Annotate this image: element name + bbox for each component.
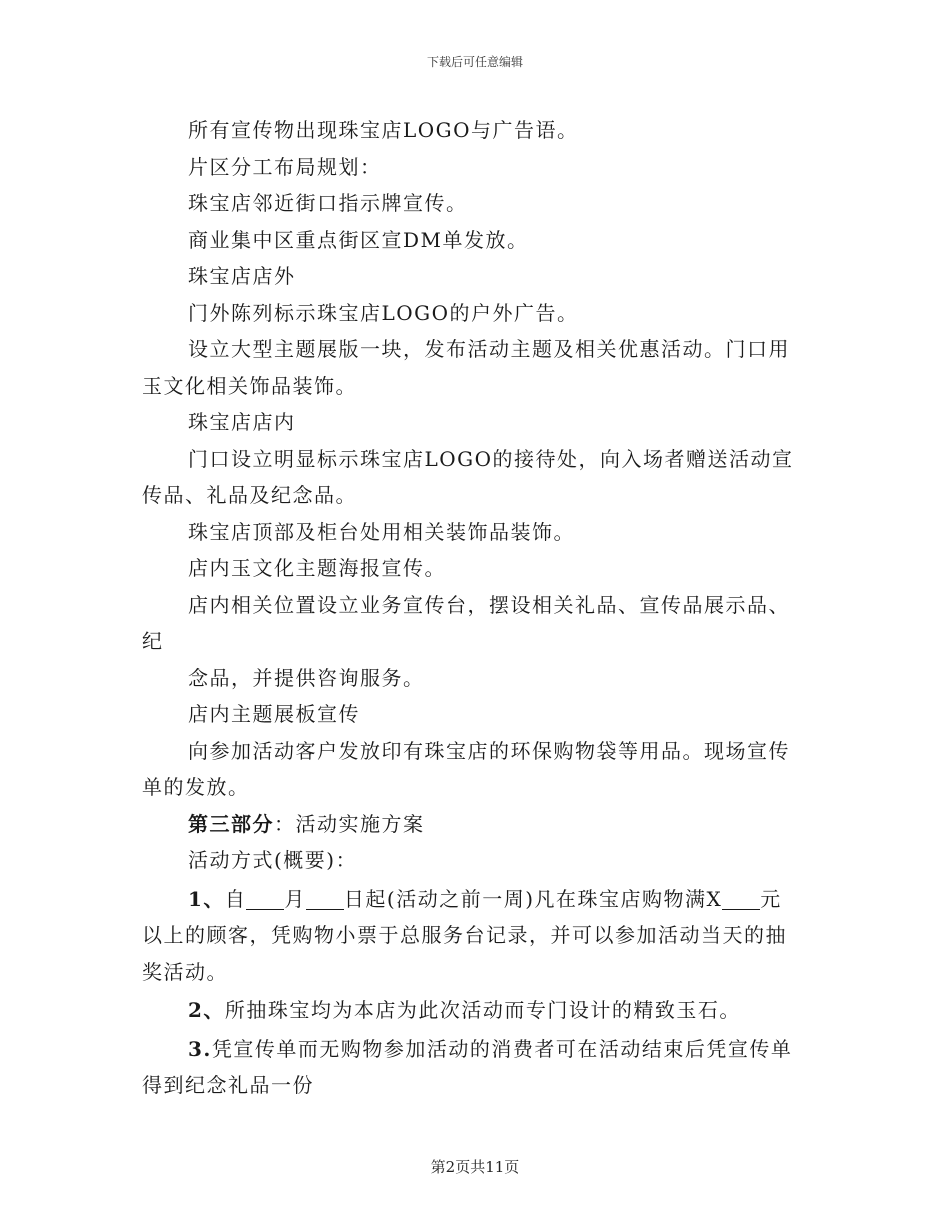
subheading: 店内主题展板宣传 (188, 702, 360, 726)
item3-text: 凭宣传单而无购物参加活动的消费者可在活动结束后凭宣传单得到纪念礼品一份 (142, 1036, 793, 1097)
list-item-1 (142, 881, 802, 991)
item1-text-a: 自 (224, 886, 247, 911)
paragraph: 店内玉文化主题海报宣传。 (188, 556, 446, 580)
paragraph: 珠宝店邻近街口指示牌宣传。 (188, 191, 468, 215)
list-item-2 (142, 992, 802, 1029)
page-header: 下载后可任意编辑 (426, 55, 523, 69)
blank-underline (306, 889, 344, 910)
subheading: 珠宝店店外 (188, 264, 296, 288)
paragraph: 店内相关位置设立业务宣传台，摆设相关礼品、宣传品展示品、纪 (142, 592, 790, 653)
page-footer: 第2页共11页 (430, 1158, 520, 1176)
method-heading: 活动方式(概要)： (188, 848, 358, 872)
blank-underline (246, 889, 284, 910)
paragraph: 门口设立明显标示珠宝店LOGO的接待处，向入场者赠送活动宣传品、礼品及纪念品。 (142, 446, 794, 507)
paragraph: 念品，并提供咨询服务。 (188, 665, 425, 690)
paragraph: 所有宣传物出现珠宝店LOGO与广告语。 (188, 118, 579, 142)
paragraph: 片区分工布局规划： (188, 154, 382, 179)
item2-text: 所抽珠宝均为本店为此次活动而专门设计的精致玉石。 (224, 998, 741, 1022)
list-item-3 (142, 1031, 802, 1104)
list-number: 2、 (188, 998, 225, 1022)
subheading: 珠宝店店内 (188, 410, 296, 434)
section-heading-bold: 第三部分 (188, 811, 274, 836)
item1-text-c: 日起(活动之前一周)凡在珠宝店购物满X (343, 886, 723, 911)
item1-text-b: 月 (284, 886, 306, 911)
paragraph: 商业集中区重点街区宣DM单发放。 (188, 227, 529, 252)
section-heading (142, 806, 802, 843)
paragraph: 珠宝店顶部及柜台处用相关装饰品装饰。 (188, 519, 575, 544)
blank-underline (722, 889, 760, 910)
list-number: 3. (188, 1036, 212, 1061)
paragraph: 向参加活动客户发放印有珠宝店的环保购物袋等用品。现场宣传单的发放。 (142, 738, 790, 799)
list-number: 1、 (188, 886, 225, 911)
document-body (142, 112, 802, 1104)
item1-text-d: 元以上的顾客，凭购物小票于总服务台记录，并可以参加活动当天的抽奖活动。 (142, 886, 787, 984)
section-heading-rest: ：活动实施方案 (274, 811, 425, 836)
paragraph: 门外陈列标示珠宝店LOGO的户外广告。 (188, 300, 579, 325)
paragraph: 设立大型主题展版一块，发布活动主题及相关优惠活动。门口用玉文化相关饰品装饰。 (142, 337, 790, 398)
